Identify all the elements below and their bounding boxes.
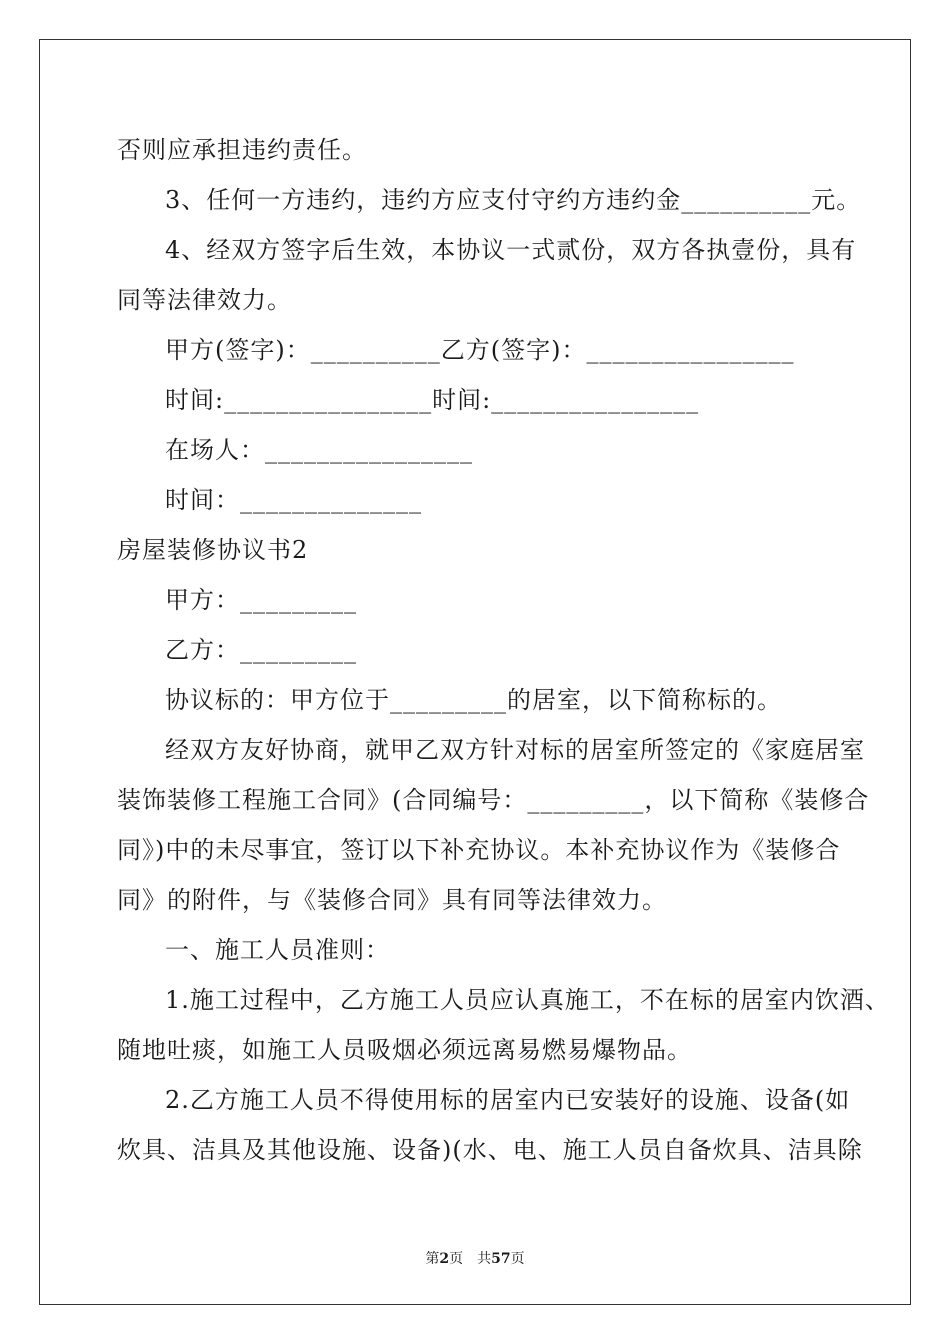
current-page-number: 2: [439, 1251, 450, 1267]
text-line: 在场人：________________: [165, 436, 473, 464]
text-line: 同》)中的未尽事宜，签订以下补充协议。本补充协议作为《装修合: [117, 836, 841, 864]
text-line: 同》的附件，与《装修合同》具有同等法律效力。: [117, 886, 667, 914]
text-line: 乙方：_________: [165, 636, 357, 664]
text-line: 3、任何一方违约，违约方应支付守约方违约金__________元。: [165, 186, 862, 214]
section-title: 房屋装修协议书2: [117, 536, 309, 564]
text-line: 时间：______________: [165, 486, 422, 514]
text-line: 时间:________________时间:________________: [165, 386, 700, 414]
text-line: 随地吐痰，如施工人员吸烟必须远离易燃易爆物品。: [117, 1036, 692, 1064]
text-line: 协议标的：甲方位于_________的居室，以下简称标的。: [165, 686, 782, 714]
text-line: 同等法律效力。: [117, 286, 292, 314]
footer-mid: 页 共: [449, 1251, 492, 1267]
text-line: 经双方友好协商，就甲乙双方针对标的居室所签定的《家庭居室: [165, 736, 865, 764]
footer-prefix: 第: [425, 1251, 440, 1267]
page-border: [39, 39, 911, 1305]
total-pages-number: 57: [491, 1251, 511, 1267]
text-line: 4、经双方签字后生效，本协议一式贰份，双方各执壹份，具有: [165, 236, 857, 264]
footer-suffix: 页: [510, 1251, 525, 1267]
text-line: 甲方(签字)：__________乙方(签字)：________________: [165, 336, 795, 364]
text-line: 装饰装修工程施工合同》(合同编号：_________，以下简称《装修合: [117, 786, 870, 814]
text-line: 1.施工过程中，乙方施工人员应认真施工，不在标的居室内饮酒、: [165, 986, 890, 1014]
text-line: 2.乙方施工人员不得使用标的居室内已安装好的设施、设备(如: [165, 1086, 851, 1114]
text-line: 甲方：_________: [165, 586, 357, 614]
page-footer: [0, 1248, 950, 1268]
text-line: 炊具、洁具及其他设施、设备)(水、电、施工人员自备炊具、洁具除: [117, 1136, 863, 1164]
text-line: 一、施工人员准则：: [165, 936, 390, 964]
text-line: 否则应承担违约责任。: [117, 136, 367, 164]
